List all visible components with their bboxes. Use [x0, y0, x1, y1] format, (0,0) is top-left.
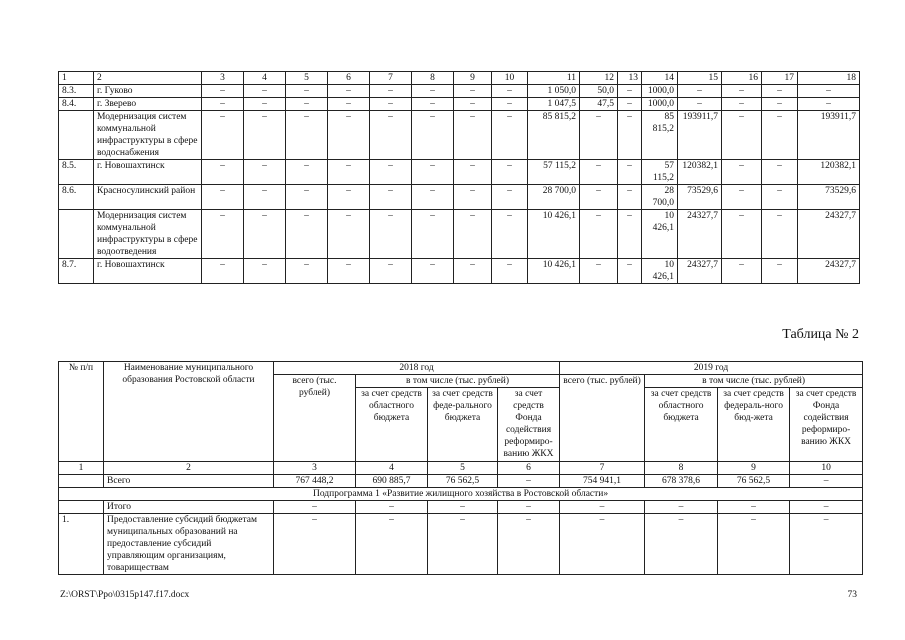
cell: –	[580, 210, 618, 259]
table-row	[59, 160, 860, 185]
table-row	[59, 98, 860, 111]
cell: 7	[560, 462, 645, 475]
cell: –	[492, 185, 528, 210]
cell: –	[492, 85, 528, 98]
cell: –	[370, 259, 412, 284]
cell	[59, 475, 104, 488]
cell: –	[412, 98, 454, 111]
h-incl-2019: в том числе (тыс. рублей)	[645, 375, 863, 388]
cell: –	[454, 111, 492, 160]
cell: –	[678, 85, 722, 98]
footer-file-path: Z:\ORST\Ppo\0315p147.f17.docx	[60, 590, 190, 600]
cell: –	[244, 160, 286, 185]
cell: 193911,7	[798, 111, 860, 160]
cell: –	[498, 501, 560, 514]
cell: –	[498, 514, 560, 575]
cell: 678 378,6	[645, 475, 718, 488]
cell: –	[244, 259, 286, 284]
cell: 1000,0	[642, 98, 678, 111]
cell: –	[356, 514, 428, 575]
cell: –	[454, 185, 492, 210]
cell: 28 700,0	[528, 185, 580, 210]
cell: –	[286, 185, 328, 210]
cell: –	[580, 259, 618, 284]
cell: Всего	[104, 475, 274, 488]
cell: 76 562,5	[428, 475, 498, 488]
cell: –	[286, 98, 328, 111]
cell: –	[762, 111, 798, 160]
cell: –	[370, 111, 412, 160]
table-row	[59, 514, 863, 575]
cell: –	[492, 111, 528, 160]
h-incl-2018: в том числе (тыс. рублей)	[356, 375, 560, 388]
cell: –	[244, 111, 286, 160]
cell: –	[202, 85, 244, 98]
cell: –	[244, 210, 286, 259]
cell: 47,5	[580, 98, 618, 111]
cell: г. Новошахтинск	[94, 160, 202, 185]
cell: 5	[286, 72, 328, 85]
cell: –	[274, 501, 356, 514]
table-2	[58, 361, 863, 575]
cell: –	[412, 259, 454, 284]
cell: –	[492, 98, 528, 111]
cell: –	[428, 514, 498, 575]
cell: 120382,1	[678, 160, 722, 185]
cell: 24327,7	[798, 259, 860, 284]
cell: –	[580, 111, 618, 160]
cell: 2	[104, 462, 274, 475]
cell: –	[645, 514, 718, 575]
cell: 4	[244, 72, 286, 85]
cell: 8.6.	[59, 185, 94, 210]
h-reg-2019: за счет средств областного бюджета	[645, 388, 718, 462]
cell: –	[370, 98, 412, 111]
cell: 6	[328, 72, 370, 85]
cell: –	[580, 160, 618, 185]
cell: –	[618, 185, 642, 210]
cell: 76 562,5	[718, 475, 790, 488]
h-total-2019: всего (тыс. рублей)	[560, 375, 645, 462]
cell: 18	[798, 72, 860, 85]
cell: 73529,6	[798, 185, 860, 210]
cell: –	[762, 85, 798, 98]
cell: –	[202, 160, 244, 185]
cell: –	[678, 98, 722, 111]
cell: –	[790, 514, 863, 575]
cell: –	[762, 210, 798, 259]
cell: 8.3.	[59, 85, 94, 98]
cell: 754 941,1	[560, 475, 645, 488]
cell: –	[370, 85, 412, 98]
cell: 7	[370, 72, 412, 85]
cell: –	[492, 210, 528, 259]
cell: –	[328, 85, 370, 98]
cell: –	[722, 259, 762, 284]
cell: Красносулинский район	[94, 185, 202, 210]
cell: –	[722, 185, 762, 210]
cell: –	[286, 210, 328, 259]
cell: –	[762, 185, 798, 210]
cell: –	[412, 85, 454, 98]
h-reg-2018: за счет средств областного бюджета	[356, 388, 428, 462]
cell: –	[798, 85, 860, 98]
column-numbers-row	[59, 462, 863, 475]
cell: –	[370, 210, 412, 259]
cell: 17	[762, 72, 798, 85]
cell: –	[645, 501, 718, 514]
cell: Модернизация систем коммунальной инфраструктуры в сфере водоснабжения	[94, 111, 202, 160]
table-row	[59, 85, 860, 98]
cell: 1	[59, 462, 104, 475]
cell: –	[328, 160, 370, 185]
cell: 1 047,5	[528, 98, 580, 111]
cell: 10	[492, 72, 528, 85]
column-numbers-row	[59, 72, 860, 85]
cell: –	[412, 111, 454, 160]
cell: 8.4.	[59, 98, 94, 111]
cell: 8	[645, 462, 718, 475]
cell: –	[244, 85, 286, 98]
cell: г. Гуково	[94, 85, 202, 98]
cell: –	[286, 111, 328, 160]
cell: 10 426,1	[528, 210, 580, 259]
cell: 10	[790, 462, 863, 475]
cell: –	[244, 98, 286, 111]
cell: –	[560, 501, 645, 514]
h-fed-2018: за счет средств феде-рального бюджета	[428, 388, 498, 462]
cell: –	[328, 210, 370, 259]
cell: 1 050,0	[528, 85, 580, 98]
total-row	[59, 475, 863, 488]
cell: –	[202, 111, 244, 160]
cell: –	[244, 185, 286, 210]
cell: г. Зверево	[94, 98, 202, 111]
cell: –	[492, 160, 528, 185]
cell: 10 426,1	[528, 259, 580, 284]
cell: –	[370, 160, 412, 185]
cell: 690 885,7	[356, 475, 428, 488]
cell: 10 426,1	[642, 259, 678, 284]
h-2018: 2018 год	[274, 362, 560, 375]
cell	[59, 210, 94, 259]
footer-page-number: 73	[847, 590, 857, 600]
cell: –	[412, 210, 454, 259]
cell: –	[202, 185, 244, 210]
cell: 1000,0	[642, 85, 678, 98]
cell: –	[722, 160, 762, 185]
table-row	[59, 111, 860, 160]
subprogram-row: Подпрограмма 1 «Развитие жилищного хозяйства в Ростовской области»	[59, 488, 863, 501]
cell: 9	[454, 72, 492, 85]
cell: –	[618, 111, 642, 160]
cell: –	[722, 85, 762, 98]
cell	[59, 501, 104, 514]
cell: –	[454, 98, 492, 111]
cell: –	[454, 259, 492, 284]
cell: 10 426,1	[642, 210, 678, 259]
h-fed-2019: за счет средств федераль-ного бюд-жета	[718, 388, 790, 462]
cell: 85 815,2	[528, 111, 580, 160]
cell: –	[356, 501, 428, 514]
cell: 120382,1	[798, 160, 860, 185]
cell: –	[722, 98, 762, 111]
cell: –	[798, 98, 860, 111]
h-total-2018: всего (тыс. рублей)	[274, 375, 356, 462]
cell: –	[618, 160, 642, 185]
cell: 3	[274, 462, 356, 475]
cell: –	[412, 185, 454, 210]
cell: –	[790, 475, 863, 488]
cell: 57 115,2	[642, 160, 678, 185]
cell: –	[790, 501, 863, 514]
cell: Предоставление субсидий бюджетам муниципальных образований на предоставление субсидий управляющим организациям, товариществам	[104, 514, 274, 575]
cell: 8	[412, 72, 454, 85]
cell: –	[202, 98, 244, 111]
h-fund-2018: за счет средств Фонда содействия реформиро-ванию ЖКХ	[498, 388, 560, 462]
cell: –	[454, 85, 492, 98]
cell: Итого	[104, 501, 274, 514]
table-row	[59, 185, 860, 210]
cell: 1.	[59, 514, 104, 575]
cell: 57 115,2	[528, 160, 580, 185]
cell: Модернизация систем коммунальной инфраструктуры в сфере водоотведения	[94, 210, 202, 259]
table-2-title: Таблица № 2	[782, 327, 859, 342]
cell: –	[328, 98, 370, 111]
cell: –	[762, 160, 798, 185]
cell: –	[428, 501, 498, 514]
cell: 5	[428, 462, 498, 475]
cell: –	[286, 259, 328, 284]
cell: 13	[618, 72, 642, 85]
cell: –	[722, 111, 762, 160]
cell: –	[412, 160, 454, 185]
cell: –	[202, 210, 244, 259]
table-row	[59, 259, 860, 284]
h-num: № п/п	[59, 362, 104, 462]
cell: –	[718, 501, 790, 514]
cell: –	[618, 85, 642, 98]
cell: –	[492, 259, 528, 284]
cell: 2	[94, 72, 202, 85]
cell: –	[560, 514, 645, 575]
cell: 4	[356, 462, 428, 475]
cell: 8.7.	[59, 259, 94, 284]
cell	[59, 111, 94, 160]
cell: –	[762, 98, 798, 111]
cell: 15	[678, 72, 722, 85]
cell: 85 815,2	[642, 111, 678, 160]
cell: 24327,7	[678, 210, 722, 259]
cell: 767 448,2	[274, 475, 356, 488]
cell: 24327,7	[798, 210, 860, 259]
h-2019: 2019 год	[560, 362, 863, 375]
cell: –	[202, 259, 244, 284]
h-name: Наименование муниципального образования Ростовской области	[104, 362, 274, 462]
cell: 12	[580, 72, 618, 85]
cell: –	[454, 210, 492, 259]
cell: –	[618, 210, 642, 259]
cell: –	[370, 185, 412, 210]
cell: –	[286, 85, 328, 98]
cell: 8.5.	[59, 160, 94, 185]
cell: 14	[642, 72, 678, 85]
cell: –	[328, 259, 370, 284]
cell: –	[328, 111, 370, 160]
cell: 193911,7	[678, 111, 722, 160]
cell: 73529,6	[678, 185, 722, 210]
cell: г. Новошахтинск	[94, 259, 202, 284]
h-fund-2019: за счет средств Фонда содействия реформиро-ванию ЖКХ	[790, 388, 863, 462]
cell: –	[718, 514, 790, 575]
cell: 50,0	[580, 85, 618, 98]
cell: –	[762, 259, 798, 284]
table-1	[58, 71, 860, 284]
cell: –	[286, 160, 328, 185]
cell: –	[498, 475, 560, 488]
cell: 3	[202, 72, 244, 85]
cell: –	[328, 185, 370, 210]
cell: –	[722, 210, 762, 259]
cell: –	[618, 259, 642, 284]
cell: –	[274, 514, 356, 575]
cell: 1	[59, 72, 94, 85]
cell: 11	[528, 72, 580, 85]
cell: 16	[722, 72, 762, 85]
cell: –	[454, 160, 492, 185]
table-row	[59, 210, 860, 259]
cell: 6	[498, 462, 560, 475]
cell: –	[580, 185, 618, 210]
cell: 24327,7	[678, 259, 722, 284]
cell: 9	[718, 462, 790, 475]
cell: –	[618, 98, 642, 111]
itogo-row	[59, 501, 863, 514]
cell: 28 700,0	[642, 185, 678, 210]
